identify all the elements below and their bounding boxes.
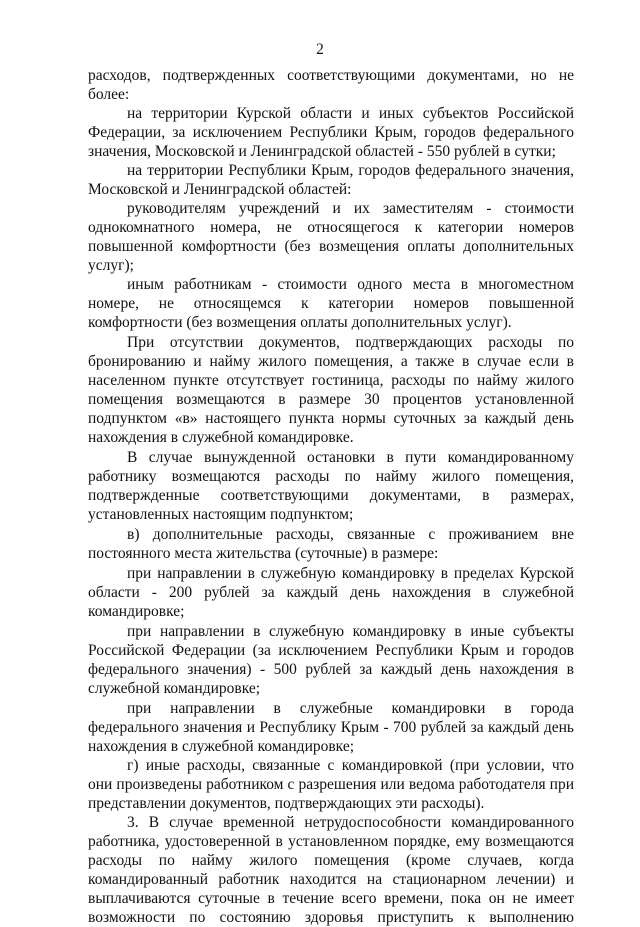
paragraph-managers-rate: руководителям учреждений и их заместителям - стоимости однокомнатного номера, не относящегося к категории номеров повышенной комфортности (без возмещения оплаты дополнительных услуг); [88,200,574,274]
paragraph-kursk-region-rate: на территории Курской области и иных субъектов Российской Федерации, за исключением Республики Крым, городов федерального значения, Московской и Ленинградской областей - 550 рублей в сутки; [88,105,574,160]
document-body [88,66,574,927]
paragraph-other-employees-rate: иным работникам - стоимости одного места в многоместном номере, не относящемся к категории номеров повышенной комфортности (без возмещения оплаты дополнительных услуг). [88,276,574,331]
paragraph-per-diem-heading: в) дополнительные расходы, связанные с проживанием вне постоянного места жительства (суточные) в размере: [88,526,574,562]
paragraph-other-expenses: г) иные расходы, связанные с командировкой (при условии, что они произведены работником с разрешения или ведома работодателя при представлении документов, подтверждающих эти расходы). [88,757,574,812]
paragraph-no-documents: При отсутствии документов, подтверждающих расходы по бронированию и найму жилого помещения, а также в случае если в населенном пункте отсутствует гостиница, расходы по найму жилого помещения возмещаются в размере 30 процентов установленной подпунктом «в» настоящего пункта нормы суточных за каждый день нахождения в служебной командировке. [88,334,574,446]
paragraph-crimea-federal-cities: на территории Республики Крым, городов федерального значения, Московской и Ленинградской областей: [88,162,574,198]
paragraph-per-diem-federal-crimea: при направлении в служебные командировки в города федерального значения и Республику Крым - 700 рублей за каждый день нахождения в служебной командировке; [88,700,574,755]
paragraph-continuation: расходов, подтвержденных соответствующими документами, но не более: [88,67,574,103]
paragraph-per-diem-other-regions: при направлении в служебную командировку в иные субъекты Российской Федерации (за исключением Республики Крым и городов федерального значения) - 500 рублей за каждый день нахождения в служебной командировке; [88,623,574,697]
paragraph-per-diem-kursk: при направлении в служебную командировку в пределах Курской области - 200 рублей за каждый день нахождения в служебной командировке; [88,565,574,620]
paragraph-forced-stop: В случае вынужденной остановки в пути командированному работнику возмещаются расходы по найму жилого помещения, подтвержденные соответствующими документами, в размерах, установленных настоящим подпунктом; [88,449,574,523]
paragraph-temporary-disability: 3. В случае временной нетрудоспособности командированного работника, удостоверенной в установленном порядке, ему возмещаются расходы по найму жилого помещения (кроме случаев, когда командированный работник находится на стационарном лечении) и выплачиваются суточные в течение всего времени, пока он не имеет возможности по состоянию здоровья приступить к выполнению [88,814,574,926]
page-number: 2 [316,41,324,58]
